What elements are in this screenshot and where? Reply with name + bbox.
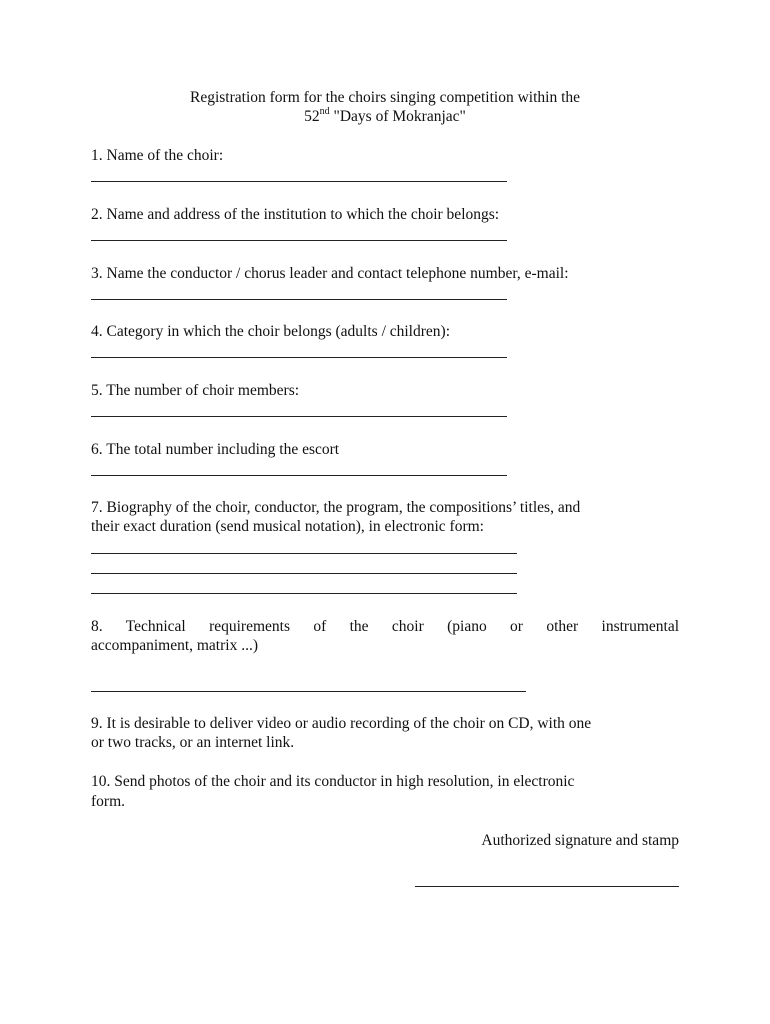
edition-ordinal-suffix: nd xyxy=(319,105,330,117)
question-3-conductor-contact: 3. Name the conductor / chorus leader and contact telephone number, e-mail: xyxy=(91,265,569,282)
answer-line-7b[interactable] xyxy=(91,573,517,574)
edition-number: 52 xyxy=(304,108,320,125)
question-8-technical-line-1: 8. Technical requirements of the choir (piano or other instrumental xyxy=(91,618,679,635)
festival-name: "Days of Mokranjac" xyxy=(329,108,466,125)
answer-line-7a[interactable] xyxy=(91,553,517,554)
signature-line[interactable] xyxy=(415,886,679,887)
signature-label: Authorized signature and stamp xyxy=(481,832,679,849)
question-2-institution: 2. Name and address of the institution to which the choir belongs: xyxy=(91,206,500,223)
question-6-total-with-escort: 6. The total number including the escort xyxy=(91,441,340,458)
question-10-photos-line-1: 10. Send photos of the choir and its conductor in high resolution, in electronic xyxy=(91,773,575,790)
question-1-choir-name: 1. Name of the choir: xyxy=(91,147,224,164)
question-9-recording-line-1: 9. It is desirable to deliver video or audio recording of the choir on CD, with one xyxy=(91,715,592,732)
question-10-photos-line-2: form. xyxy=(91,793,126,810)
answer-line-3[interactable] xyxy=(91,299,507,300)
answer-line-5[interactable] xyxy=(91,416,507,417)
form-title-line-2 xyxy=(0,107,770,126)
question-7-biography-line-2: their exact duration (send musical notation), in electronic form: xyxy=(91,518,484,535)
answer-line-1[interactable] xyxy=(91,181,507,182)
answer-line-6[interactable] xyxy=(91,475,507,476)
question-7-biography-line-1: 7. Biography of the choir, conductor, the program, the compositions’ titles, and xyxy=(91,499,581,516)
answer-line-8[interactable] xyxy=(91,691,526,692)
answer-line-4[interactable] xyxy=(91,357,507,358)
question-8-technical-line-2: accompaniment, matrix ...) xyxy=(91,637,258,654)
question-5-member-count: 5. The number of choir members: xyxy=(91,382,300,399)
question-9-recording-line-2: or two tracks, or an internet link. xyxy=(91,734,295,751)
answer-line-7c[interactable] xyxy=(91,593,517,594)
question-4-category: 4. Category in which the choir belongs (adults / children): xyxy=(91,323,450,340)
answer-line-2[interactable] xyxy=(91,240,507,241)
form-title-line-1: Registration form for the choirs singing competition within the xyxy=(189,89,581,106)
